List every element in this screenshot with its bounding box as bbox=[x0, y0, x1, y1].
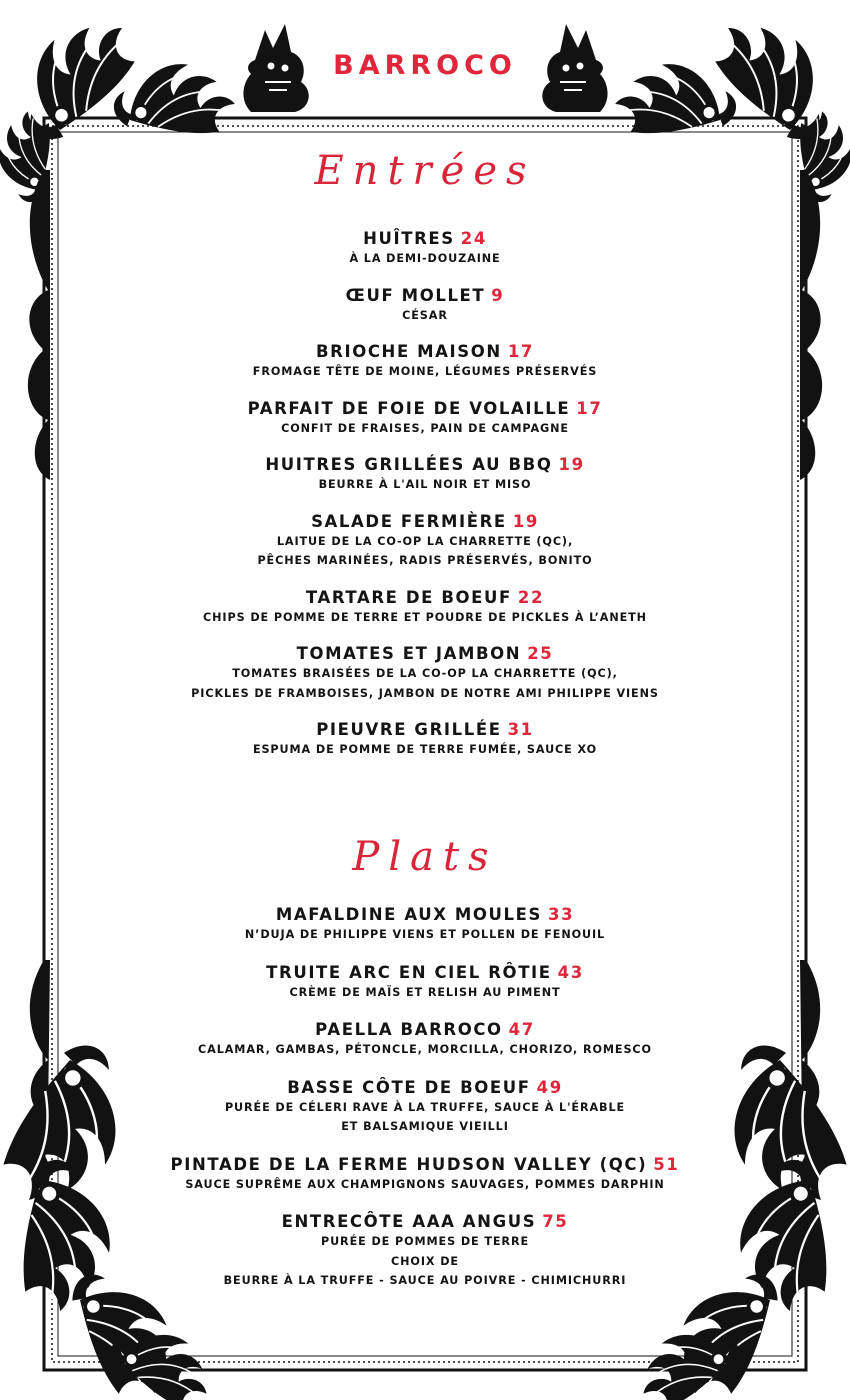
menu-item-description: PURÉE DE POMMES DE TERRE bbox=[320, 1235, 530, 1248]
menu-item bbox=[140, 962, 710, 1003]
menu-item-title bbox=[140, 1154, 710, 1175]
menu-item-name: PAELLA BARROCO bbox=[315, 1020, 503, 1039]
menu-item-description: N’DUJA DE PHILIPPE VIENS ET POLLEN DE FENOUIL bbox=[244, 928, 606, 941]
menu-item bbox=[140, 1077, 710, 1137]
menu-item bbox=[140, 454, 710, 495]
menu-item-price: 31 bbox=[507, 720, 534, 739]
menu-item-title bbox=[140, 228, 710, 249]
menu-item-description: À LA DEMI-DOUZAINE bbox=[349, 252, 501, 265]
menu-item-title bbox=[140, 1019, 710, 1040]
side-flourish-left bbox=[28, 170, 50, 1120]
menu-item-description: BEURRE À L'AIL NOIR ET MISO bbox=[318, 478, 532, 491]
menu-item-description: PURÉE DE CÉLERI RAVE À LA TRUFFE, SAUCE À L'ÉRABLE bbox=[224, 1100, 626, 1114]
menu-item-name: HUÎTRES bbox=[363, 229, 455, 248]
menu-item-title bbox=[140, 1211, 710, 1232]
menu-item-name: BRIOCHE MAISON bbox=[315, 342, 502, 361]
menu-item bbox=[140, 587, 710, 628]
menu-item-title bbox=[140, 904, 710, 925]
menu-item bbox=[140, 228, 710, 269]
menu-item-name: PINTADE DE LA FERME HUDSON VALLEY (QC) bbox=[170, 1154, 648, 1174]
menu-item-description: BEURRE À LA TRUFFE - SAUCE AU POIVRE - CHIMICHURRI bbox=[223, 1274, 627, 1287]
menu-item-price: 17 bbox=[576, 398, 603, 418]
menu-item-price: 22 bbox=[517, 587, 545, 607]
menu-item-price: 43 bbox=[557, 962, 584, 982]
menu-item-price: 19 bbox=[558, 455, 585, 474]
menu-item-name: BASSE CÔTE DE BOEUF bbox=[287, 1077, 531, 1097]
menu-item-name: TRUITE ARC EN CIEL RÔTIE bbox=[266, 962, 552, 982]
menu-item-description: ESPUMA DE POMME DE TERRE FUMÉE, SAUCE XO bbox=[252, 743, 598, 756]
entrees-list bbox=[140, 228, 710, 760]
menu-item-name: PARFAIT DE FOIE DE VOLAILLE bbox=[247, 398, 571, 418]
menu-item bbox=[140, 285, 710, 326]
menu-item-price: 19 bbox=[512, 511, 539, 531]
menu-item bbox=[140, 904, 710, 945]
restaurant-name: BARROCO bbox=[333, 50, 517, 81]
menu-item-title bbox=[140, 719, 710, 740]
menu-item bbox=[140, 341, 710, 382]
menu-item-description: ET BALSAMIQUE VIEILLI bbox=[341, 1120, 509, 1133]
menu-item-description: CONFIT DE FRAISES, PAIN DE CAMPAGNE bbox=[281, 421, 569, 435]
menu-item-price: 24 bbox=[460, 229, 487, 248]
menu-item-description: LAITUE DE LA CO-OP LA CHARRETTE (QC), bbox=[276, 534, 574, 548]
menu-item-name: ŒUF MOLLET bbox=[345, 285, 486, 305]
section-title-entrees: Entrées bbox=[314, 148, 536, 194]
menu-item-description: TOMATES BRAISÉES DE LA CO-OP LA CHARRETTE (QC), bbox=[232, 667, 618, 680]
menu-item-description: CHIPS DE POMME DE TERRE ET POUDRE DE PICKLES À L’ANETH bbox=[203, 610, 647, 624]
plats-list bbox=[140, 904, 710, 1291]
menu-item-description: CÉSAR bbox=[402, 308, 448, 322]
menu-item-description: FROMAGE TÊTE DE MOINE, LÉGUMES PRÉSERVÉS bbox=[252, 365, 598, 378]
menu-item-title bbox=[140, 1077, 710, 1098]
menu-item bbox=[140, 1211, 710, 1291]
menu-item-price: 49 bbox=[536, 1077, 563, 1097]
menu-item-title bbox=[140, 962, 710, 983]
menu-item bbox=[140, 719, 710, 760]
menu-item bbox=[140, 1154, 710, 1195]
menu-item bbox=[140, 643, 710, 703]
menu-item-description: CALAMAR, GAMBAS, PÉTONCLE, MORCILLA, CHORIZO, ROMESCO bbox=[198, 1043, 652, 1056]
menu-item-title bbox=[140, 643, 710, 664]
menu-item-description: CHOIX DE bbox=[391, 1254, 459, 1268]
menu-item-name: TOMATES ET JAMBON bbox=[296, 644, 522, 663]
menu-item-description: CRÈME DE MAÏS ET RELISH AU PIMENT bbox=[289, 985, 561, 999]
menu-item bbox=[140, 1019, 710, 1060]
menu-item-name: TARTARE DE BOEUF bbox=[305, 587, 512, 607]
menu-item-name: SALADE FERMIÈRE bbox=[311, 511, 507, 531]
menu-item-title bbox=[140, 285, 710, 306]
menu-item-price: 9 bbox=[491, 285, 505, 305]
menu-item-name: PIEUVRE GRILLÉE bbox=[316, 720, 502, 739]
menu-item-price: 25 bbox=[527, 644, 554, 663]
menu-item-name: HUITRES GRILLÉES AU BBQ bbox=[265, 455, 553, 474]
menu-item-description: PÊCHES MARINÉES, RADIS PRÉSERVÉS, BONITO bbox=[257, 554, 593, 567]
menu-item bbox=[140, 398, 710, 439]
menu-item-title bbox=[140, 341, 710, 362]
menu-item-title bbox=[140, 398, 710, 419]
side-flourish-right bbox=[800, 170, 822, 1120]
menu-item-price: 33 bbox=[547, 905, 575, 924]
menu-item-title bbox=[140, 454, 710, 475]
menu-item-price: 51 bbox=[653, 1154, 680, 1174]
menu-item-name: ENTRECÔTE AAA ANGUS bbox=[281, 1212, 537, 1231]
menu-item-price: 75 bbox=[542, 1212, 569, 1231]
menu-item-name: MAFALDINE AUX MOULES bbox=[275, 905, 542, 924]
menu-item-description: PICKLES DE FRAMBOISES, JAMBON DE NOTRE AMI PHILIPPE VIENS bbox=[191, 686, 659, 700]
menu-item-title bbox=[140, 511, 710, 532]
menu-item-price: 47 bbox=[508, 1020, 535, 1039]
menu-item-price: 17 bbox=[507, 342, 534, 361]
section-title-plats: Plats bbox=[352, 834, 498, 880]
menu-item bbox=[140, 511, 710, 571]
menu-item-description: SAUCE SUPRÊME AUX CHAMPIGNONS SAUVAGES, POMMES DARPHIN bbox=[185, 1177, 665, 1191]
menu-item-title bbox=[140, 587, 710, 608]
